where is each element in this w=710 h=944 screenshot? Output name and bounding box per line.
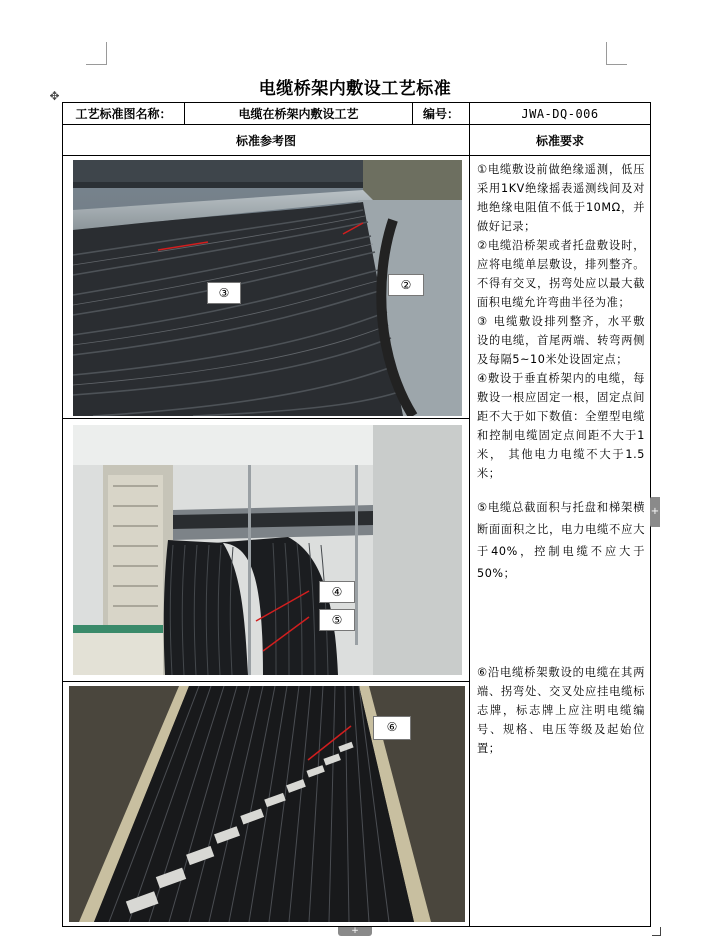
crop-mark-top-left <box>86 42 107 65</box>
requirement-6: ⑥沿电缆桥架敷设的电缆在其两端、拐弯处、交叉处应挂电缆标志牌，标志牌上应注明电缆编号、规格、电压等级及起始位置； <box>477 666 645 755</box>
code-value: JWA-DQ-006 <box>470 103 651 125</box>
photo-vertical-cable-tray <box>73 425 462 675</box>
name-value: 电缆在桥架内敷设工艺 <box>185 103 413 125</box>
content-row-1 <box>63 156 651 419</box>
requirement-5: ⑤电缆总截面积与托盘和梯架横断面面积之比，电力电缆不应大于40%，控制电缆不应大于50%； <box>477 501 645 580</box>
requirement-4: ④敷设于垂直桥架内的电缆，每敷设一根应固定一根，固定点间距不大于如下数值：全塑型电缆和控制电缆固定点间距不大于1米， 其他电力电缆不大于1.5米； <box>477 372 645 480</box>
photo-cell-2 <box>63 419 470 682</box>
standard-table <box>62 102 651 927</box>
requirement-2: ②电缆沿桥架或者托盘敷设时，应将电缆单层敷设，排列整齐。不得有交叉，拐弯处应以最大截面积电缆允许弯曲半径为准； <box>477 239 645 309</box>
crop-mark-top-right <box>606 42 627 65</box>
callout-5: ⑤ <box>319 609 355 631</box>
right-column-header: 标准要求 <box>470 125 651 156</box>
document-title: 电缆桥架内敷设工艺标准 <box>258 79 452 99</box>
add-row-icon[interactable]: + <box>338 927 372 936</box>
photo-cell-1 <box>63 156 470 419</box>
callout-2: ② <box>388 274 424 296</box>
left-column-header: 标准参考图 <box>63 125 470 156</box>
requirement-1: ①电缆敷设前做绝缘遥测，低压采用1KV绝缘摇表遥测线间及对地绝缘电阻值不低于10MΩ，并做好记录； <box>477 163 645 233</box>
requirement-3: ③ 电缆敷设排列整齐，水平敷设的电缆，首尾两端、转弯两侧及每隔5~10米处设固定点； <box>477 315 645 366</box>
name-label: 工艺标准图名称： <box>63 103 185 125</box>
callout-6: ⑥ <box>373 716 411 740</box>
table-resize-handle-icon[interactable] <box>652 927 661 936</box>
code-label: 编号： <box>413 103 470 125</box>
requirements-cell <box>470 156 651 927</box>
header-row <box>63 103 651 125</box>
column-header-row <box>63 125 651 156</box>
photo-cell-3 <box>63 682 470 927</box>
callout-3: ③ <box>207 282 241 304</box>
callout-4: ④ <box>319 581 355 603</box>
table-move-handle-icon[interactable]: ✥ <box>49 89 60 103</box>
expand-icon[interactable]: + <box>650 497 660 527</box>
